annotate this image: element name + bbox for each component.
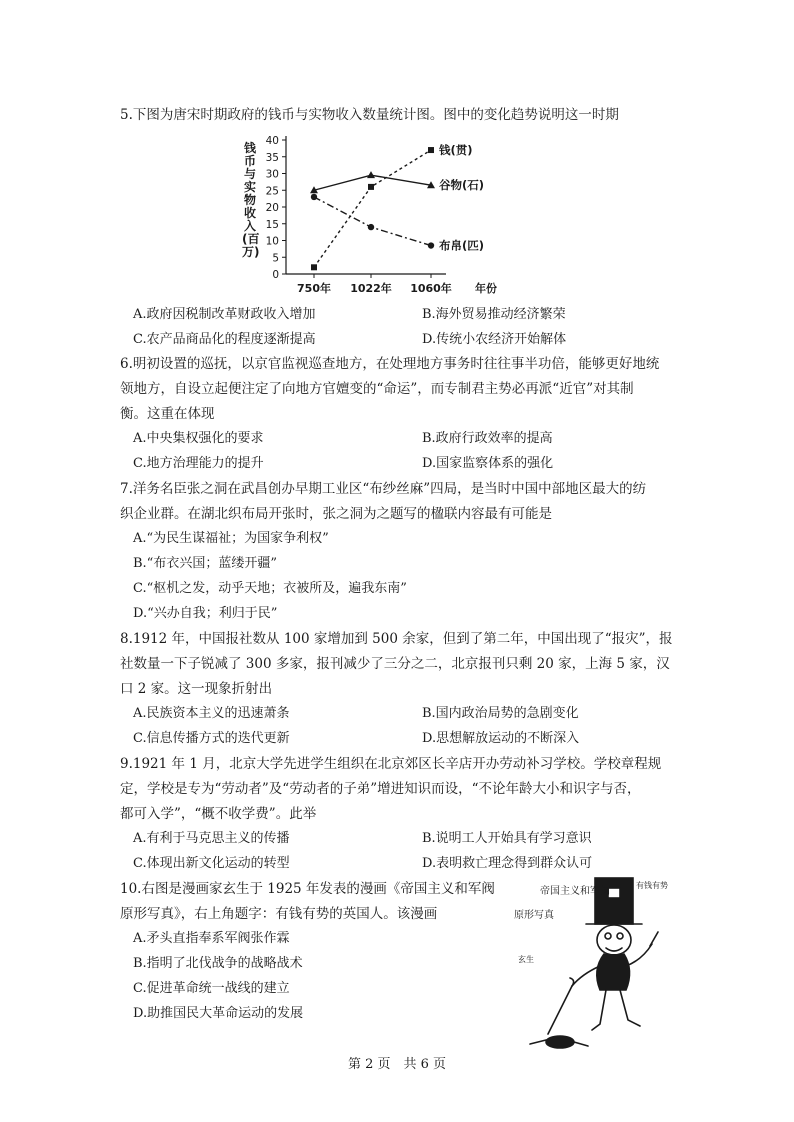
- q9-option-c[interactable]: C.体现出新文化运动的转型: [133, 856, 290, 871]
- series-line-3: [314, 197, 431, 246]
- data-point: [367, 171, 375, 178]
- q6-option-c[interactable]: C.地方治理能力的提升: [133, 456, 264, 471]
- series-label: 钱(贯): [439, 143, 473, 158]
- svg-text:原形写真: 原形写真: [514, 910, 554, 921]
- q5-option-d[interactable]: D.传统小农经济开始解体: [422, 332, 567, 347]
- q7-line-2: 织企业群。在湖北织布局开张时，张之洞为之题写的楹联内容最有可能是: [120, 506, 552, 522]
- chart-svg: [236, 128, 536, 300]
- y-tick-label: 10: [265, 235, 279, 248]
- series-label: 布帛(匹): [439, 238, 485, 253]
- svg-text:玄生: 玄生: [518, 955, 534, 964]
- q6-line-2: 领地方，自设立起便注定了向地方官嬗变的“命运”，而专制君主势必再派“近官”对其制: [120, 381, 634, 397]
- data-point: [368, 184, 374, 190]
- q7-option-b[interactable]: B.“布衣兴国；蓝缕开疆”: [133, 556, 277, 571]
- y-tick-label: 20: [265, 202, 279, 214]
- q8-option-c[interactable]: C.信息传播方式的迭代更新: [133, 731, 290, 746]
- cartoon-drawing: [500, 874, 668, 1054]
- data-point: [311, 264, 317, 270]
- q9-option-b[interactable]: B.说明工人开始具有学习意识: [422, 831, 592, 846]
- data-point: [428, 242, 434, 248]
- x-tick-label: 1060年: [410, 282, 452, 295]
- data-point: [368, 224, 374, 230]
- page-footer: 第 2 页 共 6 页: [347, 1057, 447, 1072]
- q9-line-3: 都可入学”，“概不收学费”。此举: [120, 806, 317, 822]
- y-tick-label: 25: [265, 185, 279, 198]
- svg-text:帝国主义和军阀: 帝国主义和军阀: [540, 886, 610, 897]
- data-point: [428, 147, 434, 153]
- svg-text:有钱有势: 有钱有势: [636, 881, 668, 890]
- q5-stem: 5.下图为唐宋时期政府的钱币与实物收入数量统计图。图中的变化趋势说明这一时期: [120, 107, 619, 123]
- cartoon-illustration: [500, 874, 668, 1054]
- q5-option-b[interactable]: B.海外贸易推动经济繁荣: [422, 307, 566, 322]
- y-tick-label: 35: [265, 151, 279, 164]
- y-tick-label: 15: [265, 218, 279, 231]
- q10-line-2: 原形写真》，右上角题字：有钱有势的英国人。该漫画: [120, 906, 438, 922]
- chart-y-axis-label: 钱币与实物收入(百万): [242, 141, 260, 259]
- y-tick-label: 40: [265, 135, 279, 147]
- q9-line-2: 定，学校是专为“劳动者”及“劳动者的子弟”增进知识而设，“不论年龄大小和识字与否，: [120, 781, 641, 797]
- q5-option-a[interactable]: A.政府因税制改革财政收入增加: [133, 307, 316, 322]
- q8-option-d[interactable]: D.思想解放运动的不断深入: [422, 731, 580, 746]
- x-tick-label: 750年: [297, 282, 331, 295]
- data-point: [311, 194, 317, 200]
- q6-line-3: 衡。这重在体现: [120, 406, 215, 422]
- q10-option-d[interactable]: D.助推国民大革命运动的发展: [133, 1006, 304, 1021]
- q10-option-c[interactable]: C.促进革命统一战线的建立: [133, 981, 290, 996]
- q6-option-d[interactable]: D.国家监察体系的强化: [422, 456, 554, 471]
- y-tick-label: 5: [272, 252, 279, 265]
- revenue-line-chart: [236, 128, 536, 300]
- q8-option-b[interactable]: B.国内政治局势的急剧变化: [422, 706, 579, 721]
- y-tick-label: 30: [265, 168, 279, 181]
- q10-line-1: 10.右图是漫画家玄生于 1925 年发表的漫画《帝国主义和军阀: [120, 881, 495, 897]
- q9-option-d[interactable]: D.表明救亡理念得到群众认可: [422, 856, 593, 871]
- q7-line-1: 7.洋务名臣张之洞在武昌创办早期工业区“布纱丝麻”四局，是当时中国中部地区最大的纺: [120, 481, 647, 497]
- x-axis-label: 年份: [475, 282, 497, 295]
- q7-option-c[interactable]: C.“枢机之发，动乎天地；衣被所及，遍我东南”: [133, 581, 407, 596]
- y-tick-label: 0: [272, 269, 279, 281]
- q8-line-2: 社数量一下子锐减了 300 多家，报刊减少了三分之二，北京报刊只剩 20 家，上海 5 家，汉: [120, 656, 670, 672]
- q9-option-a[interactable]: A.有利于马克思主义的传播: [133, 831, 290, 846]
- q7-option-d[interactable]: D.“兴办自我；利归于民”: [133, 606, 278, 621]
- q8-option-a[interactable]: A.民族资本主义的迅速萧条: [133, 706, 290, 721]
- q6-option-b[interactable]: B.政府行政效率的提高: [422, 431, 553, 446]
- q10-option-b[interactable]: B.指明了北伐战争的战略战术: [133, 956, 303, 971]
- q6-option-a[interactable]: A.中央集权强化的要求: [133, 431, 264, 446]
- series-label: 谷物(石): [439, 178, 485, 193]
- q10-option-a[interactable]: A.矛头直指奉系军阀张作霖: [133, 931, 290, 946]
- q8-line-3: 口 2 家。这一现象折射出: [120, 681, 273, 697]
- x-tick-label: 1022年: [350, 282, 392, 295]
- q9-line-1: 9.1921 年 1 月，北京大学先进学生组织在北京郊区长辛店开办劳动补习学校。学校章程规: [120, 756, 662, 772]
- q6-line-1: 6.明初设置的巡抚，以京官监视巡查地方，在处理地方事务时往往事半功倍，能够更好地统: [120, 356, 660, 372]
- q5-option-c[interactable]: C.农产品商品化的程度逐渐提高: [133, 332, 316, 347]
- q7-option-a[interactable]: A.“为民生谋福祉；为国家争利权”: [133, 531, 329, 546]
- series-line-1: [314, 150, 431, 267]
- q8-line-1: 8.1912 年，中国报社数从 100 家增加到 500 余家，但到了第二年，中国出现了“报灾”，报: [120, 631, 673, 647]
